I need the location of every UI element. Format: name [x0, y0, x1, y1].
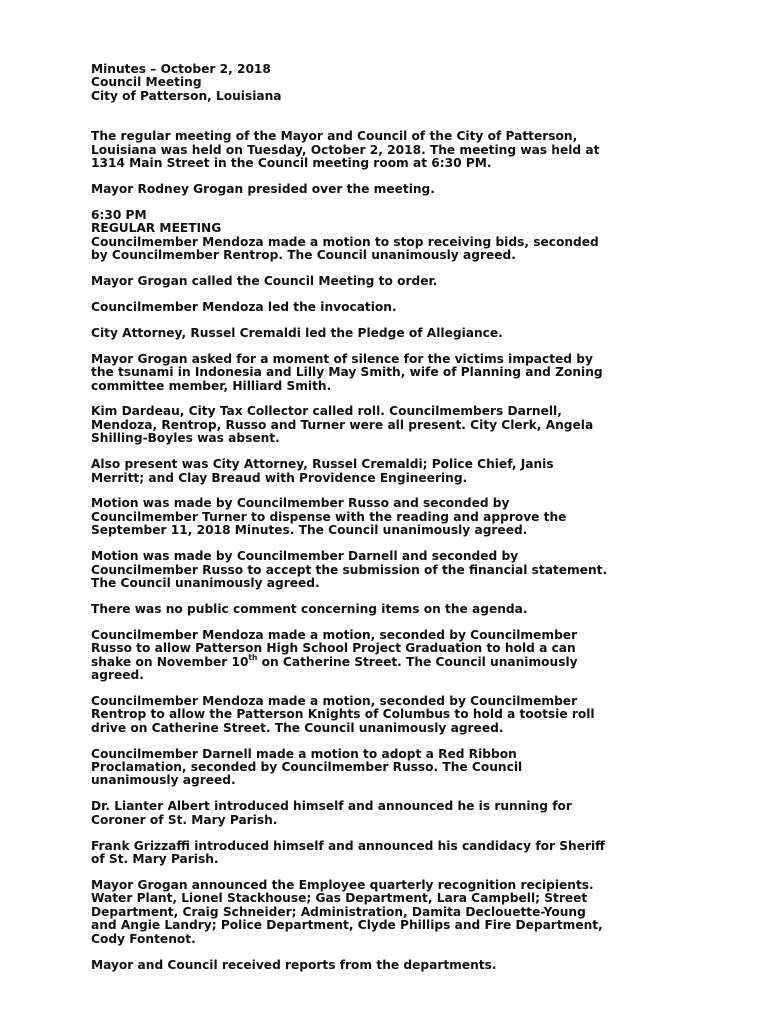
minutes-paragraph: [91, 800, 691, 827]
paragraph-line: of St. Mary Parish.: [91, 852, 219, 867]
paragraph-line: Cody Fontenot.: [91, 931, 196, 946]
minutes-paragraph: [91, 458, 691, 485]
paragraph-line: Councilmember Turner to dispense with the reading and approve the: [91, 509, 567, 524]
line-text-after: on Catherine Street. The Council unanimously: [257, 654, 578, 669]
document-header: [91, 63, 691, 103]
paragraph-line: The Council unanimously agreed.: [91, 575, 320, 590]
paragraph-line: The regular meeting of the Mayor and Council of the City of Patterson,: [91, 129, 578, 144]
line-text-before: shake on November 10: [91, 654, 249, 669]
paragraph-line: agreed.: [91, 668, 144, 682]
minutes-paragraph: [91, 327, 691, 340]
ordinal-suffix: th: [248, 652, 258, 662]
paragraph-line: September 11, 2018 Minutes. The Council unanimously agreed.: [91, 523, 528, 538]
paragraph-line: Mayor Grogan called the Council Meeting to order.: [91, 273, 438, 288]
paragraph-line: Councilmember Mendoza made a motion, seconded by Councilmember: [91, 693, 578, 708]
minutes-paragraph: [91, 840, 691, 867]
minutes-paragraph: [91, 629, 691, 683]
paragraph-line: [91, 652, 691, 669]
paragraph-line: Proclamation, seconded by Councilmember Russo. The Council: [91, 760, 523, 775]
paragraph-line: City Attorney, Russel Cremaldi led the Pledge of Allegiance.: [91, 325, 503, 340]
paragraph-line: Councilmember Mendoza made a motion, seconded by Councilmember: [91, 627, 578, 642]
paragraph-line: Kim Dardeau, City Tax Collector called roll. Councilmembers Darnell,: [91, 404, 562, 419]
paragraph-line: Councilmember Darnell made a motion to adopt a Red Ribbon: [91, 746, 517, 761]
minutes-date-title: Minutes – October 2, 2018: [91, 62, 271, 76]
paragraph-line: by Councilmember Rentrop. The Council unanimously agreed.: [91, 248, 516, 263]
document-page: [91, 63, 691, 984]
paragraph-line: Rentrop to allow the Patterson Knights of Columbus to hold a tootsie roll: [91, 707, 595, 722]
minutes-paragraph: [91, 497, 691, 537]
paragraph-line: Shilling-Boyles was absent.: [91, 431, 280, 446]
minutes-paragraph: [91, 183, 691, 196]
minutes-paragraph: [91, 748, 691, 788]
city-title: City of Patterson, Louisiana: [91, 88, 282, 103]
minutes-paragraph: [91, 130, 691, 170]
paragraph-line: Councilmember Russo to accept the submission of the financial statement.: [91, 562, 608, 577]
minutes-paragraph: [91, 209, 691, 263]
paragraph-line: Merritt; and Clay Breaud with Providence Engineering.: [91, 470, 468, 485]
paragraph-line: Louisiana was held on Tuesday, October 2, 2018. The meeting was held at: [91, 142, 600, 157]
paragraph-line: REGULAR MEETING: [91, 221, 222, 236]
minutes-body: [91, 130, 691, 972]
paragraph-line: Mayor Grogan announced the Employee quarterly recognition recipients.: [91, 877, 594, 892]
paragraph-line: Councilmember Mendoza led the invocation.: [91, 299, 397, 314]
minutes-paragraph: [91, 695, 691, 735]
minutes-paragraph: [91, 405, 691, 445]
paragraph-line: Coroner of St. Mary Parish.: [91, 812, 278, 827]
paragraph-line: There was no public comment concerning items on the agenda.: [91, 601, 528, 616]
minutes-paragraph: [91, 353, 691, 393]
minutes-paragraph: [91, 603, 691, 616]
paragraph-line: Mendoza, Rentrop, Russo and Turner were all present. City Clerk, Angela: [91, 417, 594, 432]
minutes-paragraph: [91, 275, 691, 288]
paragraph-line: Motion was made by Councilmember Russo and seconded by: [91, 496, 510, 511]
paragraph-line: 1314 Main Street in the Council meeting room at 6:30 PM.: [91, 156, 492, 171]
minutes-paragraph: [91, 959, 691, 972]
paragraph-line: Mayor and Council received reports from the departments.: [91, 957, 497, 972]
paragraph-line: Mayor Rodney Grogan presided over the meeting.: [91, 181, 435, 196]
paragraph-line: committee member, Hilliard Smith.: [91, 378, 332, 393]
paragraph-line: Motion was made by Councilmember Darnell and seconded by: [91, 549, 519, 564]
paragraph-line: Russo to allow Patterson High School Project Graduation to hold a can: [91, 641, 576, 656]
paragraph-line: and Angie Landry; Police Department, Clyde Phillips and Fire Department,: [91, 918, 603, 933]
minutes-paragraph: [91, 879, 691, 946]
meeting-type-title: Council Meeting: [91, 75, 202, 90]
paragraph-line: the tsunami in Indonesia and Lilly May Smith, wife of Planning and Zoning: [91, 365, 603, 380]
paragraph-line: Water Plant, Lionel Stackhouse; Gas Department, Lara Campbell; Street: [91, 891, 588, 906]
paragraph-line: Also present was City Attorney, Russel Cremaldi; Police Chief, Janis: [91, 457, 554, 472]
minutes-paragraph: [91, 550, 691, 590]
paragraph-line: Councilmember Mendoza made a motion to stop receiving bids, seconded: [91, 234, 599, 249]
paragraph-line: drive on Catherine Street. The Council unanimously agreed.: [91, 720, 504, 735]
paragraph-line: unanimously agreed.: [91, 773, 236, 788]
paragraph-line: Mayor Grogan asked for a moment of silence for the victims impacted by: [91, 351, 593, 366]
minutes-paragraph: [91, 301, 691, 314]
paragraph-line: Frank Grizzaffi introduced himself and announced his candidacy for Sheriff: [91, 838, 606, 853]
paragraph-line: Dr. Lianter Albert introduced himself and announced he is running for: [91, 799, 572, 814]
paragraph-line: Department, Craig Schneider; Administration, Damita Declouette-Young: [91, 904, 586, 919]
paragraph-line: 6:30 PM: [91, 207, 147, 222]
